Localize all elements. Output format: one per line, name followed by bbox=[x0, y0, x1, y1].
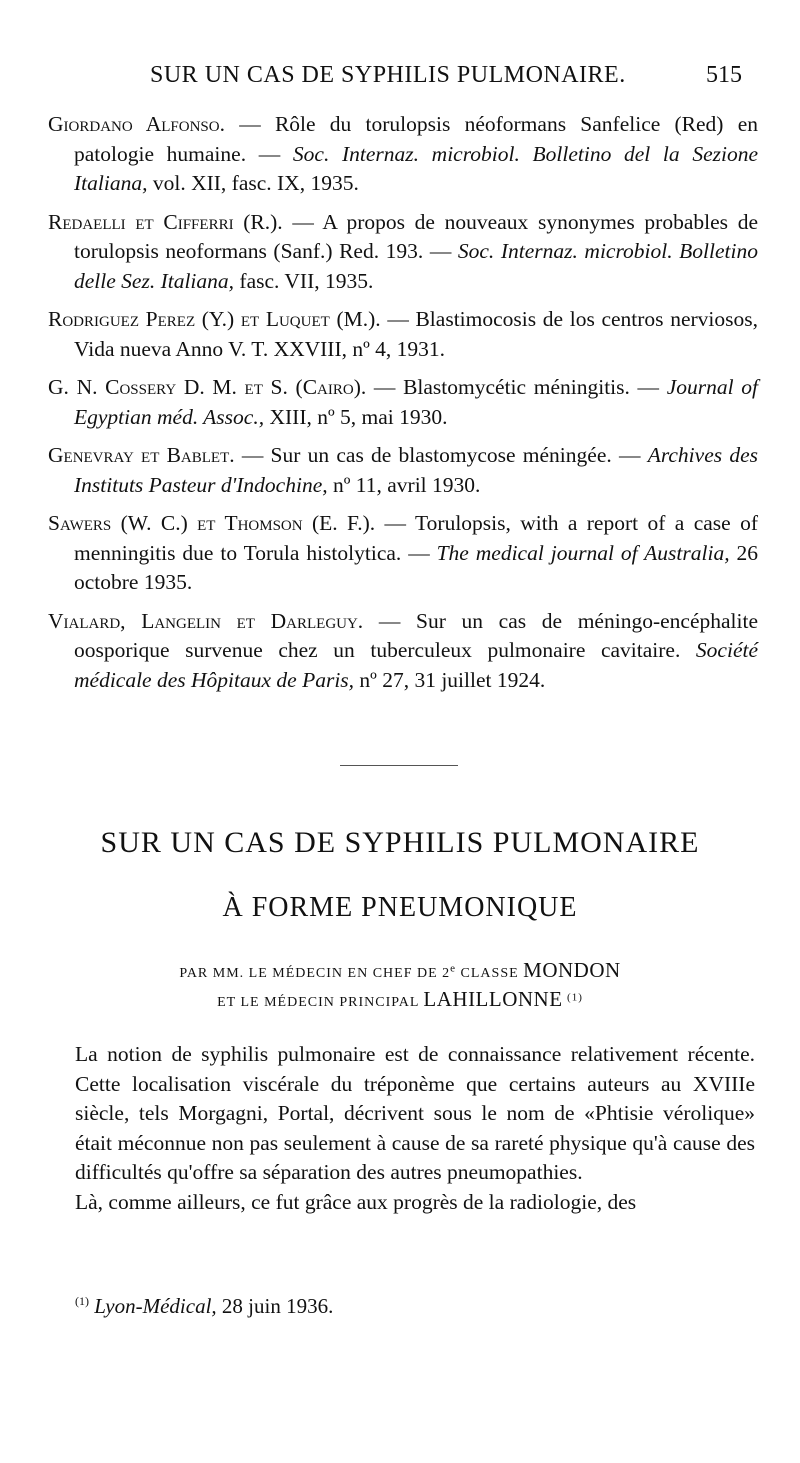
reference-details: nº 27, 31 juillet 1924. bbox=[354, 667, 546, 692]
reference-entry bbox=[48, 305, 758, 364]
section-separator bbox=[340, 765, 458, 766]
running-head bbox=[0, 62, 800, 102]
byline-author-1 bbox=[0, 958, 800, 983]
reference-authors: Giordano Alfonso. bbox=[48, 112, 225, 136]
reference-title: — Blastomycétic méningitis. — bbox=[366, 375, 667, 399]
reference-journal: Archives des Instituts Pasteur d'Indochine, bbox=[74, 443, 758, 497]
reference-title: — Sur un cas de méningo-encéphalite oosporique survenue chez un tuberculeux pulmonaire cavitaire. bbox=[74, 608, 758, 662]
body-paragraph: Là, comme ailleurs, ce fut grâce aux progrès de la radiologie, des bbox=[75, 1189, 637, 1214]
reference-authors: Sawers (W. C.) et Thomson (E. F.). bbox=[48, 511, 376, 535]
author-name: LAHILLONNE bbox=[423, 987, 563, 1011]
byline-rank: ET LE MÉDECIN PRINCIPAL bbox=[217, 995, 424, 1010]
byline-rank: PAR MM. LE MÉDECIN EN CHEF DE 2 bbox=[179, 966, 451, 981]
reference-journal: Soc. Internaz. microbiol. Bolletino del la Sezione Italiana, bbox=[74, 141, 758, 195]
article-title: SUR UN CAS DE SYPHILIS PULMONAIRE bbox=[100, 826, 700, 859]
reference-details: fasc. VII, 1935. bbox=[234, 268, 374, 293]
reference-authors: Vialard, Langelin et Darleguy. bbox=[48, 608, 364, 633]
reference-entry bbox=[48, 110, 758, 199]
reference-entry bbox=[48, 607, 758, 696]
body-paragraph: La notion de syphilis pulmonaire est de connaissance relativement récente. Cette localisation viscérale du tréponème que certains auteurs au XVIIIe siècle, tels Morgagni, Portal, décrivent sous le nom de «Phtisie vérolique» était méconnue non pas seulement à cause de sa rareté physique qu'à cause des difficultés qu'offre sa séparation des autres pneumopathies. bbox=[75, 1042, 755, 1184]
reference-title: — Blastimocosis de los centros nerviosos, bbox=[380, 307, 758, 331]
reference-journal: Soc. Internaz. microbiol. Bolletino delle Sez. Italiana, bbox=[74, 239, 758, 293]
reference-journal: The medical journal of Australia, bbox=[436, 540, 730, 565]
reference-entry bbox=[48, 441, 758, 500]
footnote bbox=[75, 1294, 333, 1319]
reference-details: XIII, nº 5, mai 1930. bbox=[264, 404, 448, 429]
footnote-source: Lyon-Médical, bbox=[94, 1294, 217, 1318]
running-title: SUR UN CAS DE SYPHILIS PULMONAIRE. bbox=[150, 62, 626, 88]
article-body bbox=[75, 1040, 755, 1217]
reference-entry bbox=[48, 208, 758, 297]
article-subtitle: À FORME PNEUMONIQUE bbox=[222, 892, 578, 923]
reference-authors: Genevray et Bablet. bbox=[48, 443, 235, 467]
reference-journal: Journal of Egyptian méd. Assoc., bbox=[74, 375, 759, 429]
byline-class: CLASSE bbox=[456, 966, 524, 981]
reference-title: — Rôle du torulopsis néoformans Sanfelice (Red) en patologie humaine. — bbox=[74, 112, 758, 166]
byline-author-2 bbox=[0, 987, 800, 1012]
reference-title: — Torulopsis, with a report of a case of menningitis due to Torula histolytica. — bbox=[74, 511, 758, 565]
reference-list bbox=[48, 110, 758, 704]
footnote-date: 28 juin 1936. bbox=[216, 1294, 334, 1318]
reference-entry bbox=[48, 373, 758, 432]
reference-authors: Redaelli et Cifferri (R.). bbox=[48, 209, 283, 234]
reference-authors: G. N. Cossery D. M. et S. (Cairo). bbox=[48, 375, 367, 399]
footnote-marker: (1) bbox=[75, 1294, 89, 1308]
page-number: 515 bbox=[706, 62, 742, 88]
footnote-reference: (1) bbox=[567, 991, 583, 1004]
reference-entry bbox=[48, 509, 758, 598]
byline-superscript: e bbox=[450, 962, 457, 975]
reference-details: 26 octobre 1935. bbox=[74, 540, 758, 594]
author-name: MONDON bbox=[523, 958, 621, 982]
reference-details: Vida nueva Anno V. T. XXVIII, nº 4, 1931. bbox=[74, 336, 446, 361]
reference-journal: Société médicale des Hôpitaux de Paris, bbox=[74, 638, 758, 692]
reference-title: — Sur un cas de blastomycose méningée. — bbox=[234, 443, 648, 467]
reference-title: — A propos de nouveaux synonymes probables de torulopsis neoformans (Sanf.) Red. 193. — bbox=[74, 209, 758, 263]
reference-authors: Rodriguez Perez (Y.) et Luquet (M.). bbox=[48, 307, 381, 331]
reference-details: vol. XII, fasc. IX, 1935. bbox=[147, 171, 359, 195]
reference-details: nº 11, avril 1930. bbox=[327, 472, 481, 497]
